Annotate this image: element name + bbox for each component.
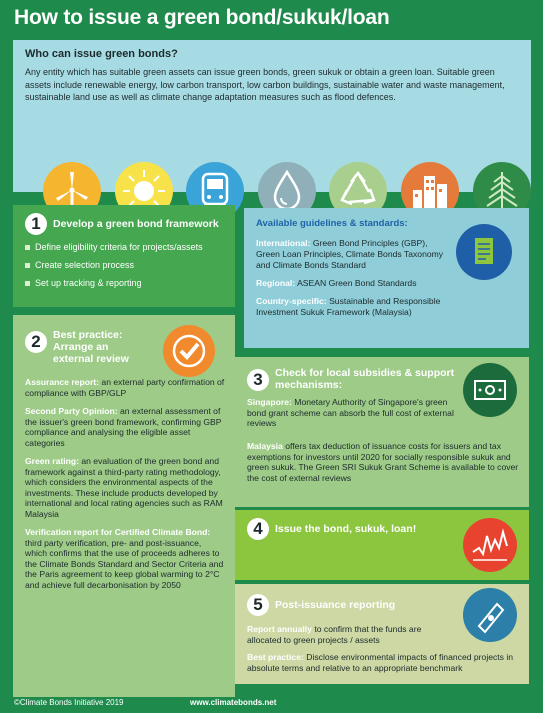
best-practice-text: Best practice: Disclose environmental impacts of financed projects in absolute terms and relative to an appropriate benchmark — [247, 652, 514, 673]
checkmark-icon — [163, 325, 215, 377]
step-2-panel — [13, 315, 235, 697]
step-number: 4 — [247, 518, 269, 540]
review-item: Verification report for Certified Climate Bond: third party verification, pre- and post-issuance, which confirms that the use of proceeds adheres to the Climate Bonds Standard and Sector Criteria and the Paris agreement to keep global warming to 2°C and achieve full decarbonisation by 2050 — [25, 527, 224, 590]
guideline-regional: Regional: ASEAN Green Bond Standards — [256, 278, 417, 288]
review-item: Assurance report: an external party confirmation of compliance with GBP/GLP — [25, 377, 225, 398]
intro-body: Any entity which has suitable green assets can issue green bonds, green sukuk or obtain a green loan. Suitable green assets include renewable energy, low carbon transport, low carbon buildings, sustainable water and waste management, sustainable land use as well as climate change adaptation measures such as flood defences. — [25, 67, 505, 102]
step-heading: Check for local subsidies & support mechanisms: — [275, 367, 455, 391]
pen-icon — [463, 588, 517, 642]
step-number: 5 — [247, 594, 269, 616]
list-item: Define eligibility criteria for projects/assets — [25, 241, 203, 253]
review-item: Second Party Opinion: an external assessment of the issuer's green bond framework, confirming GBP compliance and analysing the eligible asset categories — [25, 406, 222, 448]
list-item: Create selection process — [25, 259, 203, 271]
step-1-panel — [13, 205, 235, 307]
intro-panel — [13, 40, 531, 192]
guidelines-list — [256, 238, 446, 325]
external-review-list — [25, 377, 225, 590]
guideline-country: Country-specific: Sustainable and Responsible Investment Sukuk Framework (Malaysia) — [256, 296, 441, 317]
guideline-international: International: Green Bond Principles (GBP), Green Loan Principles, Climate Bonds Taxonomy and Climate Bonds Standard — [256, 238, 444, 270]
step-3-panel — [235, 357, 529, 507]
money-icon — [463, 363, 517, 417]
step-1-list — [25, 241, 203, 295]
guidelines-panel — [244, 208, 529, 348]
step-number: 3 — [247, 369, 269, 391]
step-5-panel — [235, 584, 529, 684]
document-icon — [456, 224, 512, 280]
list-item: Set up tracking & reporting — [25, 277, 203, 289]
intro-question: Who can issue green bonds? — [25, 48, 178, 60]
stock-chart-icon — [463, 518, 517, 572]
singapore-text: Singapore: Monetary Authority of Singapore's green bond grant scheme can absorb the full cost of external reviews — [247, 397, 454, 428]
step-heading: Develop a green bond framework — [53, 218, 219, 230]
step-number: 2 — [25, 331, 47, 353]
step-4-panel — [235, 510, 529, 580]
guidelines-title: Available guidelines & standards: — [256, 218, 408, 229]
copyright: ©Climate Bonds Initiative 2019 — [14, 698, 124, 707]
step-heading: Issue the bond, sukuk, loan! — [275, 523, 417, 535]
page-title: How to issue a green bond/sukuk/loan — [14, 6, 390, 29]
malaysia-text: Malaysia offers tax deduction of issuance costs for issuers and tax exemptions for investors until 2020 for socially responsible sukuk and green sukuk. The Green SRI Sukuk Grant Scheme is available to cover the cost of external reviews — [247, 441, 519, 483]
step-number: 1 — [25, 213, 47, 235]
report-annually-text: Report annually to confirm that the funds are allocated to green projects / assets — [247, 624, 422, 645]
step-heading: Post-issuance reporting — [275, 599, 396, 611]
review-item: Green rating: an evaluation of the green bond and framework against a third-party rating methodology, which considers the environmental aspects of the investments. These include products developed by international and local rating agencies such as RAM Malaysia — [25, 456, 223, 519]
website-link[interactable]: www.climatebonds.net — [190, 698, 277, 707]
step-heading: Best practice: Arrange an external review — [53, 329, 129, 365]
